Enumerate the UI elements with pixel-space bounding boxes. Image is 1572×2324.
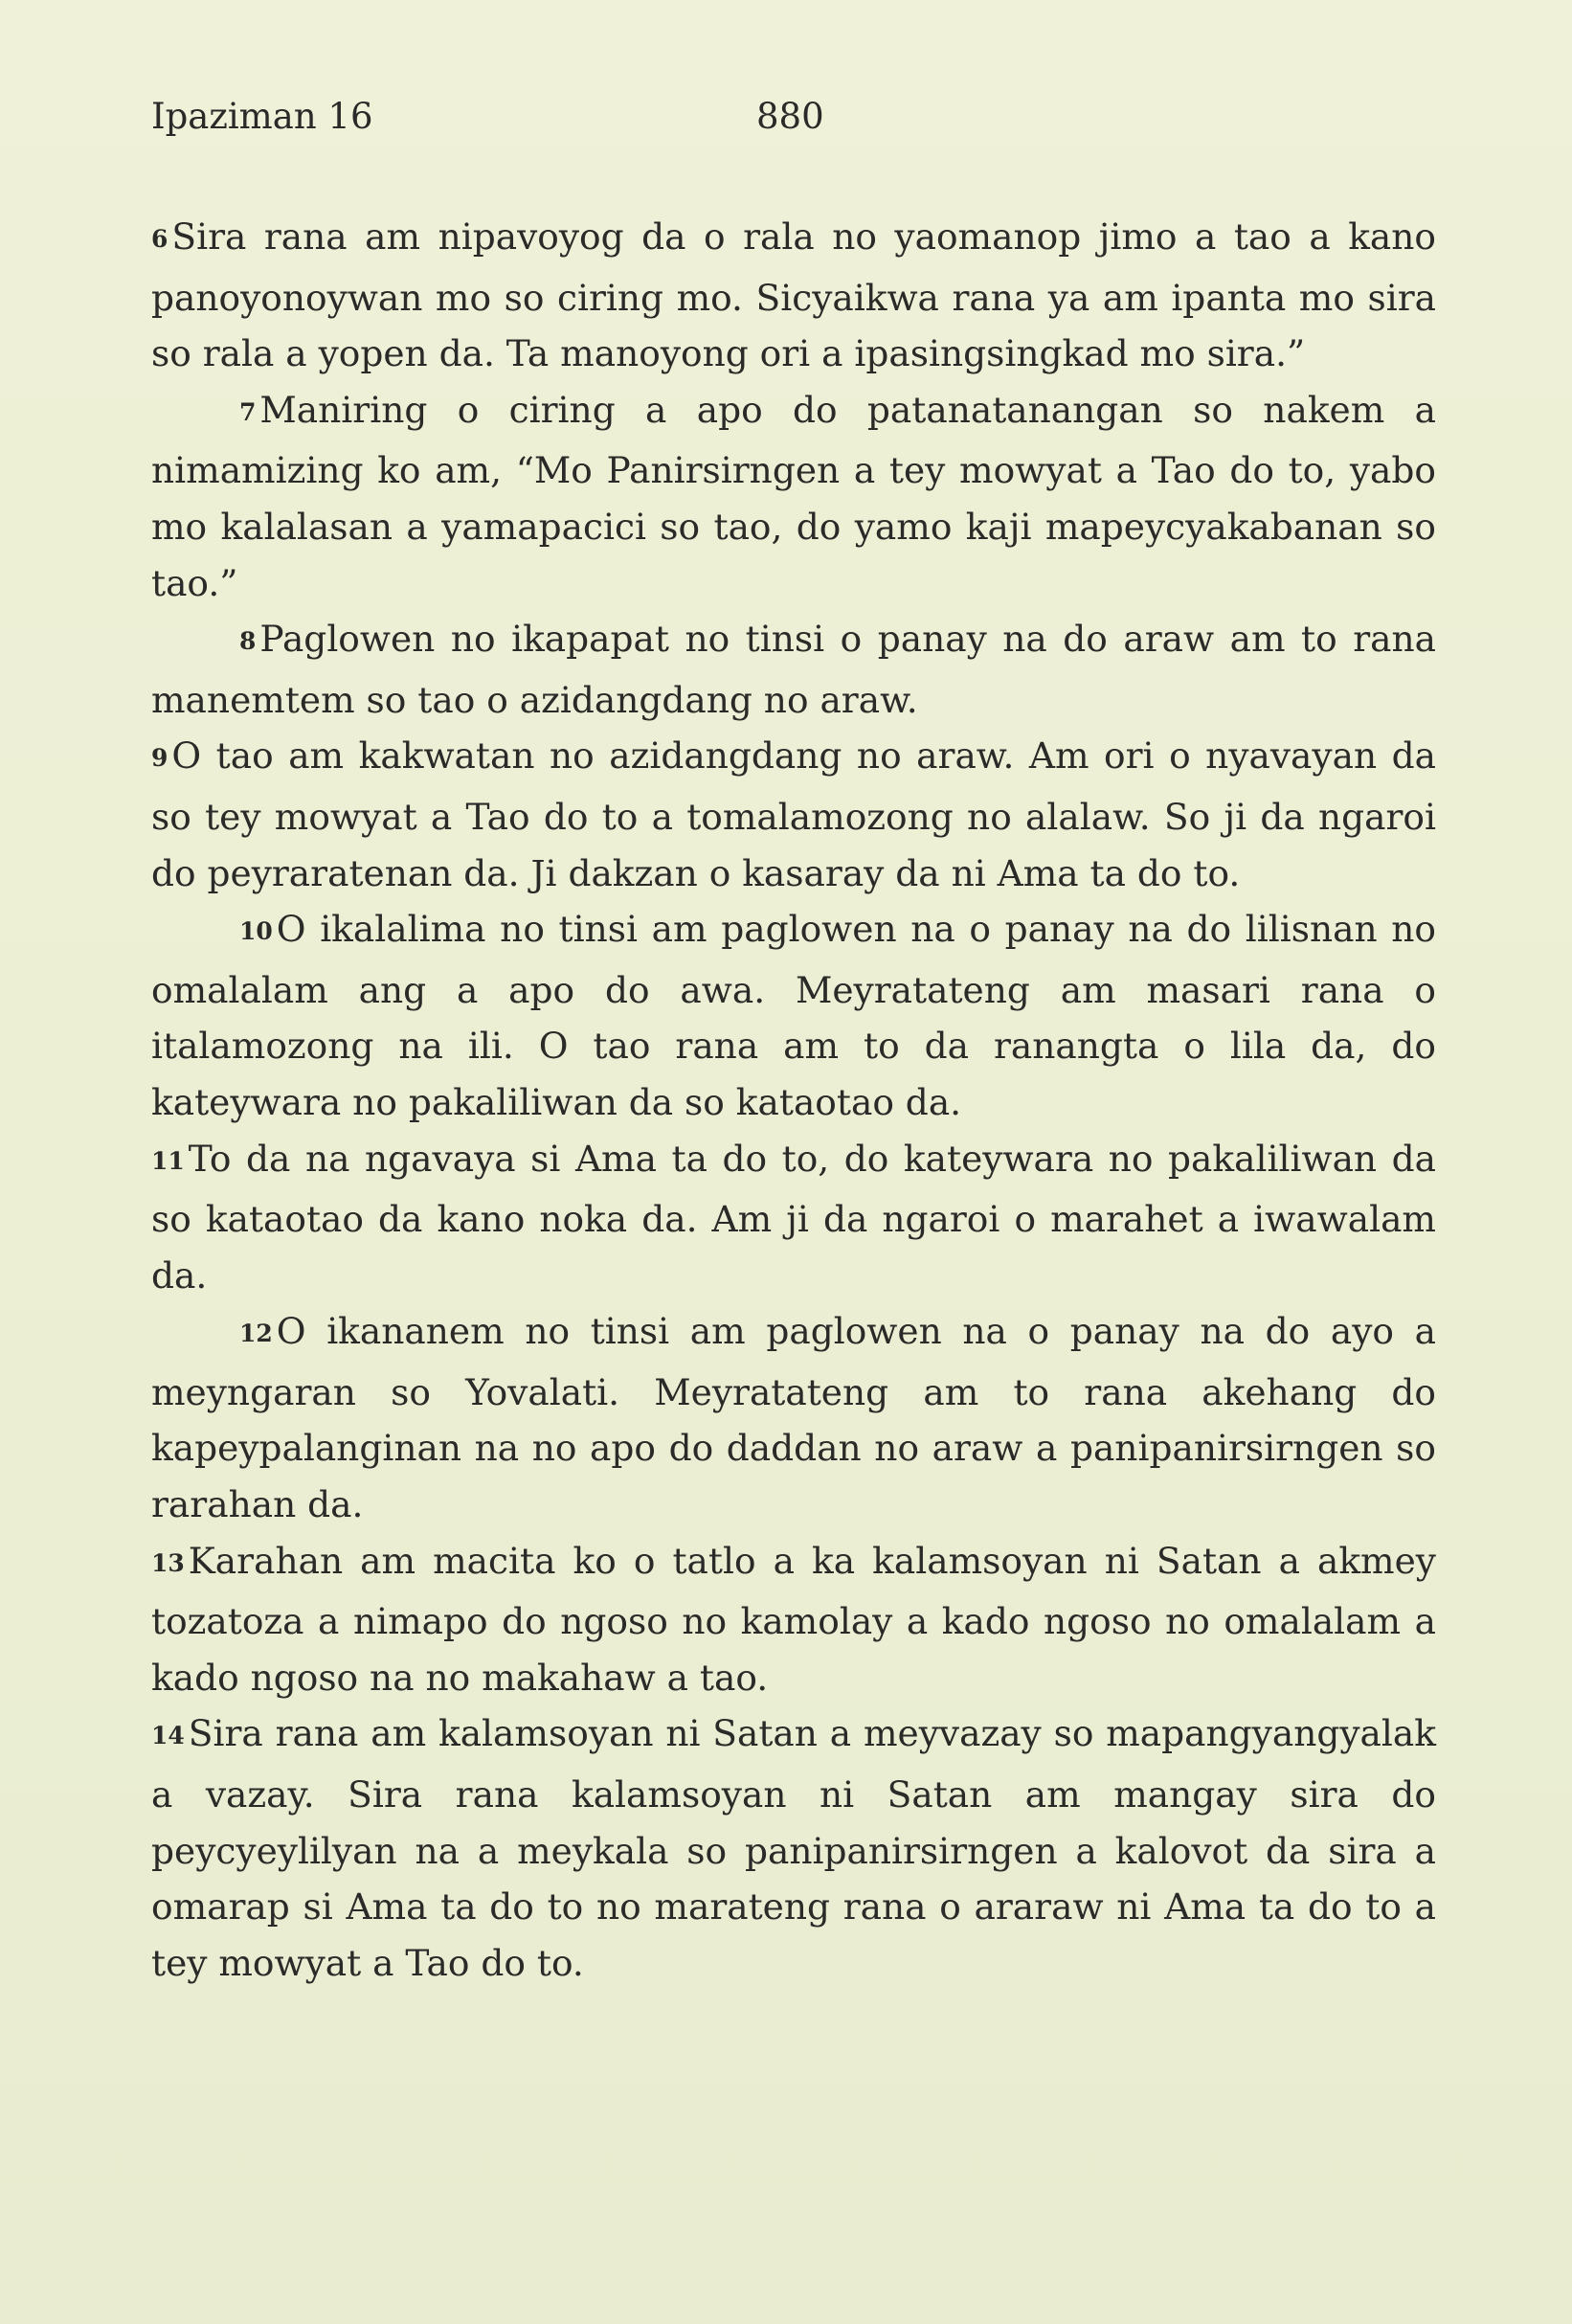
verse-number: 14 [151,1722,185,1750]
verse-text: O ikananem no tinsi am paglowen na o panay na do ayo a meyngaran so Yovalati. Meyratateng am to rana akehang do kapeypalanginan na no apo do daddan no araw a panipanirsirngen so rarahan da. [151,1310,1436,1526]
verse-number: 6 [151,225,168,253]
verse-7 [151,382,1436,611]
verse-text: O tao am kakwatan no azidangdang no araw. Am ori o nyavayan da so tey mowyat a Tao do to a tomalamozong no alalaw. So ji da ngaroi do peyraratenan da. Ji dakzan o kasaray da ni Ama ta do to. [151,734,1436,894]
running-header [151,88,1434,146]
verse-number: 13 [151,1548,185,1577]
page-number: 880 [756,96,824,137]
verse-number: 10 [239,917,273,946]
verse-number: 12 [239,1320,273,1348]
verse-text: O ikalalima no tinsi am paglowen na o panay na do lilisnan no omalalam ang a apo do awa. Meyratateng am masari rana o italamozong na ili. O tao rana am to da ranangta o lila da, do kateywara no pakaliliwan da so kataotao da. [151,908,1436,1123]
verse-text: Sira rana am nipavoyog da o rala no yaomanop jimo a tao a kano panoyonoywan mo so ciring mo. Sicyaikwa rana ya am ipanta mo sira so rala a yopen da. Ta manoyong ori a ipasingsingkad mo sira.” [151,215,1436,375]
book-chapter-title: Ipaziman 16 [151,96,373,137]
verse-10 [151,901,1436,1130]
verse-8 [151,611,1436,728]
verse-text: Paglowen no ikapapat no tinsi o panay na do araw am to rana manemtem so tao o azidangdang no araw. [151,618,1436,721]
verse-number: 9 [151,744,168,773]
scripture-text [151,209,1436,1991]
verse-text: Sira rana am kalamsoyan ni Satan a meyvazay so mapangyangyalak a vazay. Sira rana kalamsoyan ni Satan am mangay sira do peycyeylilyan na a meykala so panipanirsirngen a kalovot da sira a omarap si Ama ta do to no marateng rana o araraw ni Ama ta do to a tey mowyat a Tao do to. [151,1712,1436,1984]
verse-text: Karahan am macita ko o tatlo a ka kalamsoyan ni Satan a akmey tozatoza a nimapo do ngoso no kamolay a kado ngoso no omalalam a kado ngoso na no makahaw a tao. [151,1539,1436,1699]
verse-12 [151,1303,1436,1532]
verse-number: 8 [239,627,257,656]
verse-text: Maniring o ciring a apo do patanatanangan so nakem a nimamizing ko am, “Mo Panirsirngen a tey mowyat a Tao do to, yabo mo kalalasan a yamapacici so tao, do yamo kaji mapeycyakabanan so tao.” [151,388,1436,604]
verse-number: 11 [151,1146,185,1175]
verse-11 [151,1131,1436,1304]
verse-13 [151,1533,1436,1706]
verse-9 [151,728,1436,901]
verse-14 [151,1705,1436,1991]
verse-6 [151,209,1436,382]
verse-text: To da na ngavaya si Ama ta do to, do kateywara no pakaliliwan da so kataotao da kano noka da. Am ji da ngaroi o marahet a iwawalam da. [151,1137,1436,1297]
verse-number: 7 [239,397,257,426]
